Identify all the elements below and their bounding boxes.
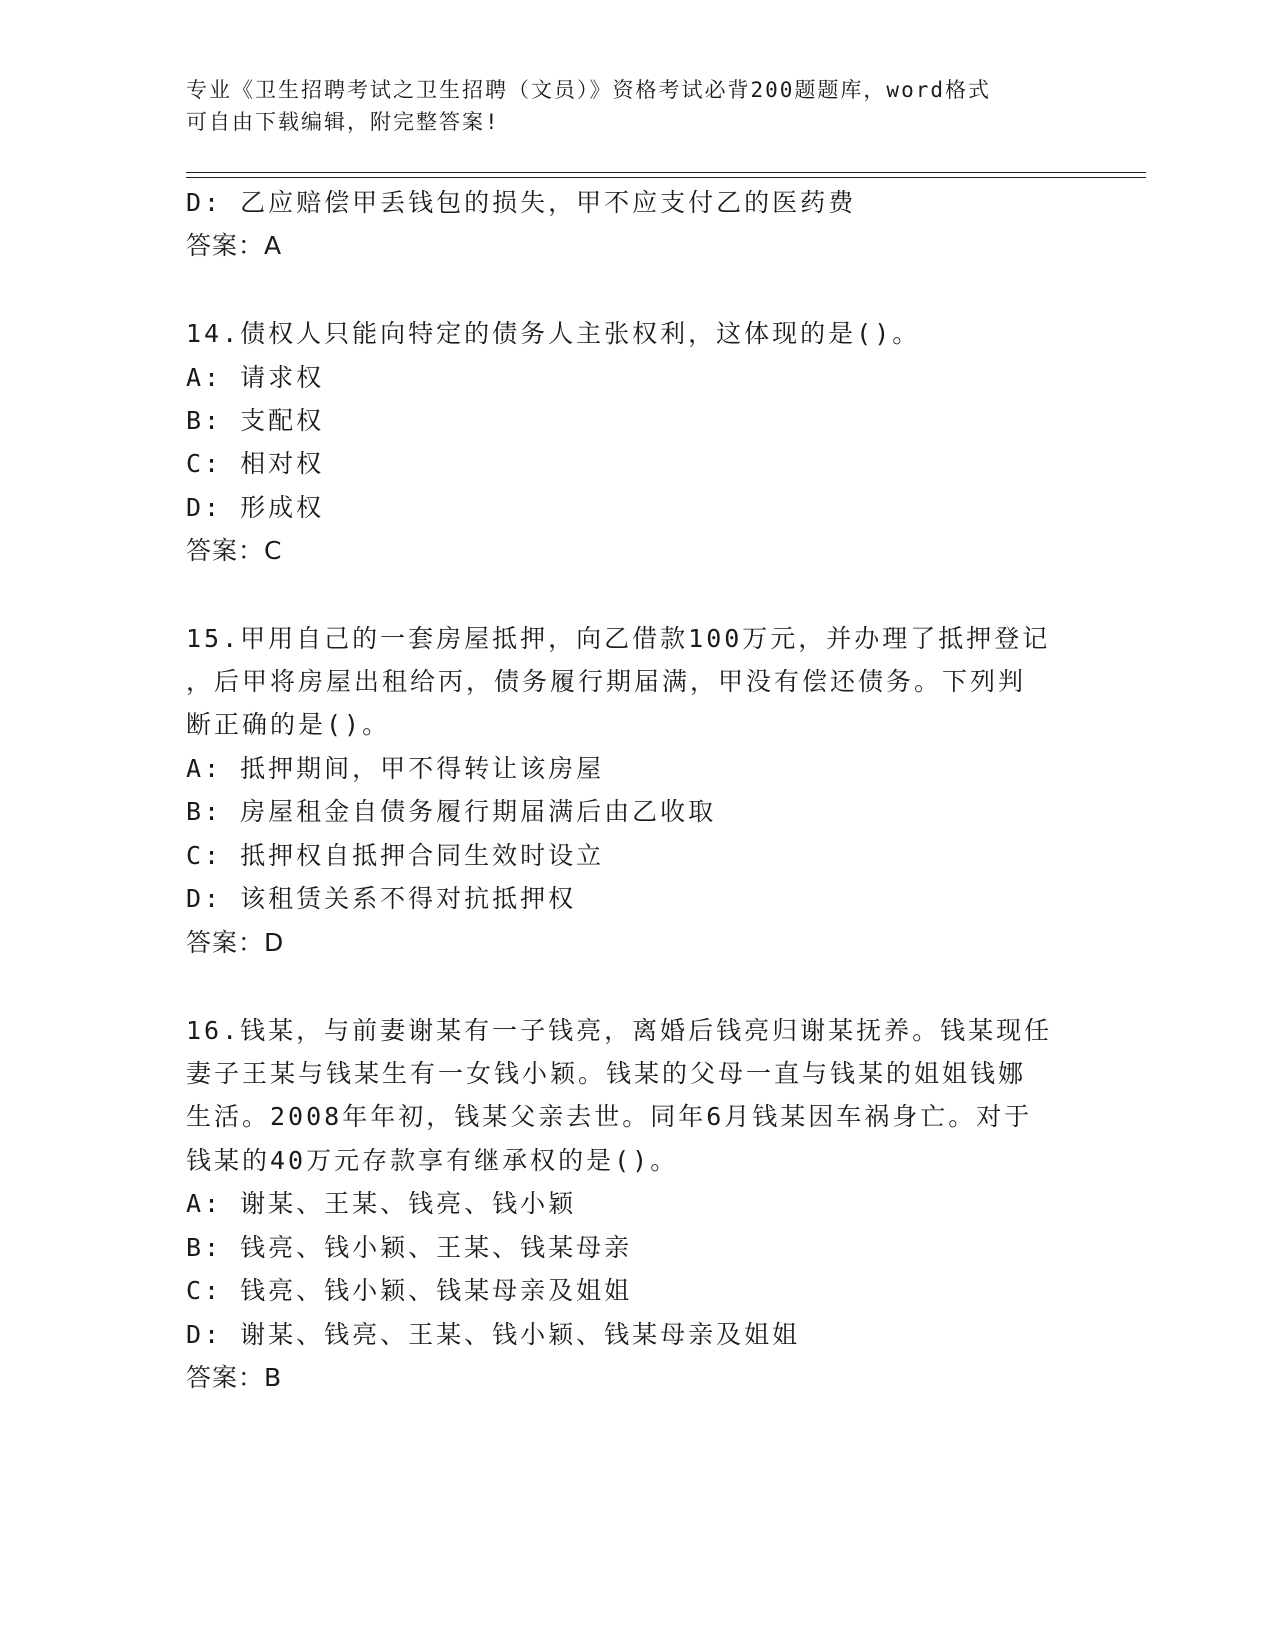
q15-answer: 答案：D xyxy=(186,928,285,957)
header-rule-bottom xyxy=(186,177,1146,178)
q15-stem-line-2: ，后甲将房屋出租给丙，债务履行期届满，甲没有偿还债务。下列判 xyxy=(186,667,1027,696)
q16-option-d: D: 谢某、钱亮、王某、钱小颖、钱某母亲及姐姐 xyxy=(186,1320,801,1349)
q15-option-b: B: 房屋租金自债务履行期届满后由乙收取 xyxy=(186,797,717,826)
q14-option-c: C: 相对权 xyxy=(186,449,325,478)
q13-answer: 答案：A xyxy=(186,231,283,260)
q16-option-b: B: 钱亮、钱小颖、王某、钱某母亲 xyxy=(186,1233,633,1262)
q16-option-a: A: 谢某、王某、钱亮、钱小颖 xyxy=(186,1189,577,1218)
q16-stem-line-2: 妻子王某与钱某生有一女钱小颖。钱某的父母一直与钱某的姐姐钱娜 xyxy=(186,1059,1027,1088)
q13-option-d: D: 乙应赔偿甲丢钱包的损失，甲不应支付乙的医药费 xyxy=(186,188,857,217)
header-rule-top xyxy=(186,172,1146,173)
q14-answer: 答案：C xyxy=(186,536,283,565)
q14-option-d: D: 形成权 xyxy=(186,493,325,522)
q15-option-a: A: 抵押期间，甲不得转让该房屋 xyxy=(186,754,605,783)
header-line-1: 专业《卫生招聘考试之卫生招聘（文员）》资格考试必背200题题库，word格式 xyxy=(186,78,991,102)
q16-stem-line-4: 钱某的40万元存款享有继承权的是()。 xyxy=(186,1146,679,1175)
q16-option-c: C: 钱亮、钱小颖、钱某母亲及姐姐 xyxy=(186,1276,633,1305)
q15-stem-line-1: 15.甲用自己的一套房屋抵押，向乙借款100万元，并办理了抵押登记 xyxy=(186,624,1051,653)
header-line-2: 可自由下载编辑，附完整答案! xyxy=(186,110,500,134)
q16-stem-line-3: 生活。2008年年初，钱某父亲去世。同年6月钱某因车祸身亡。对于 xyxy=(186,1102,1033,1131)
q16-answer: 答案：B xyxy=(186,1363,283,1392)
document-header xyxy=(186,74,1086,138)
q14-option-b: B: 支配权 xyxy=(186,406,325,435)
q16-stem-line-1: 16.钱某，与前妻谢某有一子钱亮，离婚后钱亮归谢某抚养。钱某现任 xyxy=(186,1016,1053,1045)
q14-stem: 14.债权人只能向特定的债务人主张权利，这体现的是()。 xyxy=(186,319,921,348)
q15-option-d: D: 该租赁关系不得对抗抵押权 xyxy=(186,884,577,913)
q14-option-a: A: 请求权 xyxy=(186,363,325,392)
q15-option-c: C: 抵押权自抵押合同生效时设立 xyxy=(186,841,605,870)
q15-stem-line-3: 断正确的是()。 xyxy=(186,710,391,739)
